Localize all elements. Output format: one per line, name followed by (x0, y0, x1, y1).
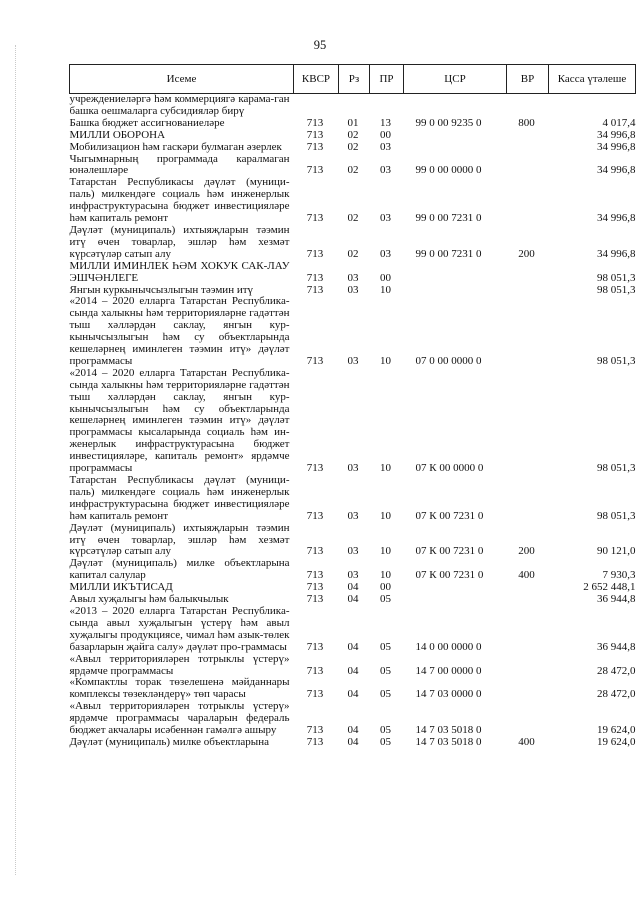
row-vr: 400 (518, 735, 535, 748)
row-rz: 04 (347, 688, 359, 701)
row-rz: 03 (347, 354, 359, 367)
row-csr: 14 7 00 0000 0 (415, 664, 482, 677)
row-kvsr: 713 (306, 581, 324, 594)
header-vr: ВР (507, 65, 549, 94)
row-kvsr: 713 (306, 593, 324, 606)
row-kvsr (294, 94, 339, 118)
row-vr (507, 296, 549, 367)
row-amount: 98 051,3 (597, 354, 636, 367)
row-csr: 07 0 00 0000 0 (415, 354, 482, 367)
row-csr (404, 94, 507, 118)
row-vr (507, 582, 549, 594)
table-row (70, 296, 636, 367)
row-kvsr: 713 (306, 735, 324, 748)
row-pr: 00 (380, 271, 391, 284)
row-name: Чыгымнарның программада каралмаган юнәлешләре (69, 152, 290, 177)
row-pr: 10 (380, 509, 391, 522)
row-kvsr: 713 (306, 462, 324, 475)
row-vr (507, 261, 549, 285)
row-vr (507, 94, 549, 118)
row-kvsr: 713 (306, 164, 324, 177)
table-row (70, 606, 636, 654)
row-kvsr: 713 (306, 128, 324, 141)
row-name: Башка бюджет ассигнованиеләре (69, 116, 225, 129)
row-amount: 28 472,0 (597, 664, 636, 677)
row-csr (404, 285, 507, 297)
table-row (70, 654, 636, 678)
row-amount: 98 051,3 (597, 283, 636, 296)
row-csr: 07 К 00 7231 0 (415, 545, 484, 558)
header-pr: ПР (370, 65, 404, 94)
row-rz: 03 (347, 283, 359, 296)
row-pr: 10 (380, 545, 391, 558)
row-kvsr: 713 (306, 140, 324, 153)
row-vr (507, 701, 549, 737)
row-rz: 02 (347, 128, 359, 141)
row-vr (507, 368, 549, 475)
row-rz: 02 (347, 247, 359, 260)
row-csr: 99 0 00 7231 0 (415, 212, 482, 225)
row-kvsr: 713 (306, 688, 324, 701)
row-kvsr: 713 (306, 724, 324, 737)
row-pr: 03 (380, 140, 391, 153)
table-row (70, 737, 636, 749)
row-name: Дәүләт (муниципаль) милке объектларына капитал салулар (69, 557, 290, 582)
page-number: 95 (313, 38, 327, 52)
row-csr (404, 594, 507, 606)
row-rz: 03 (347, 545, 359, 558)
row-name: «Компактлы торак төзелешенә мәйданнары комплексы төзекләндерү» төп чарасы (69, 676, 290, 701)
row-amount: 7 930,3 (602, 569, 636, 582)
row-vr: 200 (518, 545, 535, 558)
header-amount: Касса үтәлеше (549, 65, 636, 94)
row-name: МИЛЛИ ОБОРОНА (69, 128, 166, 141)
row-kvsr: 713 (306, 640, 324, 653)
row-rz: 04 (347, 724, 359, 737)
row-name: Дәүләт (муниципаль) ихтыяҗларын тәэмин итү өчен товарлар, эшләр һәм хезмәт күрсәтүләр сатып алу (69, 521, 290, 558)
row-amount: 98 051,3 (597, 462, 636, 475)
row-kvsr: 713 (306, 116, 324, 129)
table-row (70, 142, 636, 154)
row-name: МИЛЛИ ИМИНЛЕК ҺӘМ ХОКУК САК-ЛАУ ЭШЧӘНЛЕГЕ (69, 259, 290, 284)
row-pr: 10 (380, 462, 391, 475)
row-rz: 03 (347, 509, 359, 522)
row-name: МИЛЛИ ИКЪТИСАД (69, 581, 173, 594)
header-csr: ЦСР (404, 65, 507, 94)
row-rz: 02 (347, 164, 359, 177)
row-rz: 02 (347, 212, 359, 225)
row-amount: 98 051,3 (597, 509, 636, 522)
row-rz: 04 (347, 640, 359, 653)
row-amount: 28 472,0 (597, 688, 636, 701)
table-row (70, 558, 636, 582)
table-row (70, 523, 636, 559)
row-csr (404, 130, 507, 142)
row-vr (507, 594, 549, 606)
header-rz: Рз (339, 65, 370, 94)
table-row (70, 118, 636, 130)
row-pr: 05 (380, 724, 391, 737)
row-amount: 98 051,3 (597, 271, 636, 284)
row-amount: 4 017,4 (602, 116, 636, 129)
row-rz: 03 (347, 462, 359, 475)
row-csr: 14 7 03 0000 0 (415, 688, 482, 701)
row-csr: 14 7 03 5018 0 (415, 724, 482, 737)
row-vr (507, 475, 549, 523)
row-pr: 00 (380, 128, 391, 141)
table-header-row (70, 65, 636, 94)
row-amount: 34 996,8 (597, 212, 636, 225)
row-vr (507, 677, 549, 701)
row-amount: 36 944,8 (597, 593, 636, 606)
row-name: учреждениеләргә һәм коммерциягә карама-ган башка оешмаларга субсидияләр бирү (69, 93, 290, 117)
row-vr (507, 154, 549, 178)
table-row (70, 225, 636, 261)
row-pr: 03 (380, 164, 391, 177)
row-vr (507, 285, 549, 297)
row-amount (549, 94, 636, 118)
row-amount: 19 624,0 (597, 724, 636, 737)
row-name: «2013 – 2020 елларга Татарстан Республика-сында авыл хуҗалыгын үстерү һәм авыл хуҗалыгы продукциясе, чимал һәм азык-төлек базарларын җайга салу» дәүләт про-граммасы (69, 604, 290, 653)
row-rz: 04 (347, 581, 359, 594)
row-vr (507, 606, 549, 654)
row-name: Янгын куркынычсызлыгын тәэмин итү (69, 283, 254, 296)
row-rz: 01 (347, 116, 359, 129)
row-amount: 19 624,0 (597, 735, 636, 748)
row-pr: 00 (380, 581, 391, 594)
row-vr: 400 (518, 569, 535, 582)
row-name: Дәүләт (муниципаль) милке объектларына (69, 735, 269, 748)
row-name: «2014 – 2020 елларга Татарстан Республика-сында халыкны һәм территорияләрне гадәттән тыш хәлләрдән саклау, янгын кур-кынычсызлыгын һәм су объектларында кешеләрнең иминлеген тәэмин итү» дәүләт программасы кысаларында социаль һәм ин-женерлык инфраструктурасына бюджет инвестицияләре, капиталь ремонт» ярдәмче программасы (69, 366, 290, 475)
table-row (70, 261, 636, 285)
row-csr (404, 142, 507, 154)
row-amount: 34 996,8 (597, 247, 636, 260)
row-kvsr: 713 (306, 283, 324, 296)
table-row (70, 677, 636, 701)
row-kvsr: 713 (306, 569, 324, 582)
row-csr (404, 582, 507, 594)
row-kvsr: 713 (306, 247, 324, 260)
row-vr (507, 177, 549, 225)
header-kvsr: КВСР (294, 65, 339, 94)
row-amount: 2 652 448,1 (583, 581, 636, 594)
row-pr: 10 (380, 569, 391, 582)
row-csr: 07 К 00 0000 0 (415, 462, 484, 475)
row-name: Дәүләт (муниципаль) ихтыяҗларын тәэмин итү өчен товарлар, эшләр һәм хезмәт күрсәтүләр сатып алу (69, 223, 290, 260)
row-vr (507, 142, 549, 154)
row-csr: 99 0 00 9235 0 (415, 116, 482, 129)
row-vr (507, 130, 549, 142)
row-amount: 34 996,8 (597, 128, 636, 141)
row-kvsr: 713 (306, 271, 324, 284)
row-kvsr: 713 (306, 509, 324, 522)
row-kvsr: 713 (306, 664, 324, 677)
row-pr: 03 (380, 247, 391, 260)
row-pr: 05 (380, 688, 391, 701)
row-name: Мобилизацион һәм гаскәри булмаган әзерлек (69, 140, 282, 153)
row-name: «2014 – 2020 елларга Татарстан Республика-сында халыкны һәм территорияләрне гадәттән тыш хәлләрдән саклау, янгын кур-кынычсызлыгын һәм су объектларында кешеләрнең иминлеген тәэмин итү» дәүләт программасы (69, 295, 290, 367)
row-amount: 34 996,8 (597, 164, 636, 177)
table-row (70, 130, 636, 142)
row-name: «Авыл территорияләрен тотрыклы үстерү» ярдәмче программасы чараларын федераль бюджет акчалары исәбеннән гамәлгә ашыру (69, 700, 290, 737)
row-rz: 02 (347, 140, 359, 153)
row-csr: 99 0 00 0000 0 (415, 164, 482, 177)
row-rz: 03 (347, 271, 359, 284)
table-row (70, 94, 636, 118)
row-csr: 14 0 00 0000 0 (415, 640, 482, 653)
budget-table (69, 64, 636, 749)
row-pr: 10 (380, 283, 391, 296)
row-vr: 800 (518, 116, 535, 129)
row-amount: 90 121,0 (597, 545, 636, 558)
row-vr (507, 654, 549, 678)
row-rz: 04 (347, 664, 359, 677)
row-csr (404, 261, 507, 285)
row-amount: 34 996,8 (597, 140, 636, 153)
row-name: Авыл хуҗалыгы һәм балыкчылык (69, 593, 229, 606)
row-rz: 03 (347, 569, 359, 582)
table-row (70, 177, 636, 225)
row-csr: 99 0 00 7231 0 (415, 247, 482, 260)
row-kvsr: 713 (306, 354, 324, 367)
table-row (70, 154, 636, 178)
row-amount: 36 944,8 (597, 640, 636, 653)
row-csr: 07 К 00 7231 0 (415, 569, 484, 582)
row-csr: 07 К 00 7231 0 (415, 509, 484, 522)
row-pr: 13 (380, 116, 391, 129)
table-row (70, 368, 636, 475)
row-pr: 05 (380, 593, 391, 606)
row-name: Татарстан Республикасы дәүләт (муници-паль) милкендәге социаль һәм инженерлык инфраструктурасына бюджет инвестицияләре һәм капиталь ремонт (69, 176, 290, 225)
row-pr (370, 94, 404, 118)
row-pr: 03 (380, 212, 391, 225)
table-row (70, 701, 636, 737)
row-rz: 04 (347, 735, 359, 748)
row-pr: 05 (380, 735, 391, 748)
row-rz: 04 (347, 593, 359, 606)
row-pr: 05 (380, 664, 391, 677)
row-name: «Авыл территорияләрен тотрыклы үстерү» ярдәмче программасы (69, 652, 290, 677)
scan-margin-dots (15, 45, 17, 875)
row-kvsr: 713 (306, 545, 324, 558)
row-name: Татарстан Республикасы дәүләт (муници-паль) милкендәге социаль һәм инженерлык инфраструктурасына бюджет инвестицияләре һәм капиталь ремонт (69, 474, 290, 522)
row-vr: 200 (518, 247, 535, 260)
row-pr: 05 (380, 640, 391, 653)
row-rz (339, 94, 370, 118)
row-pr: 10 (380, 354, 391, 367)
row-kvsr: 713 (306, 212, 324, 225)
table-row (70, 475, 636, 523)
header-name: Исеме (70, 65, 294, 94)
row-csr: 14 7 03 5018 0 (415, 735, 482, 748)
